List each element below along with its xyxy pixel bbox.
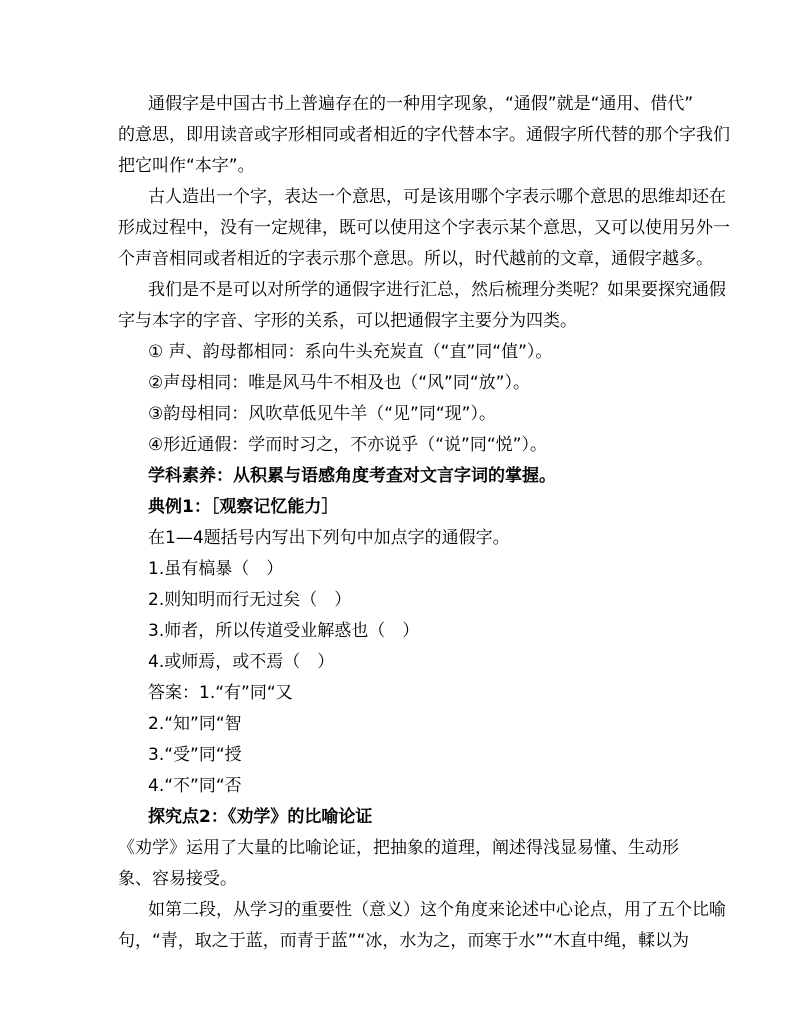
category-1: ① 声、韵母都相同：系向牛头充炭直（“直”同“值”）。 xyxy=(148,342,553,362)
question-3: 3.师者，所以传道受业解惑也（ ） xyxy=(148,621,420,641)
paragraph-1-line-3: 把它叫作“本字”。 xyxy=(118,156,255,176)
paragraph-2-line-2: 形成过程中，没有一定规律，既可以使用这个字表示某个意思，又可以使用另外一 xyxy=(118,218,730,238)
answer-1: 答案：1.“有”同“又 xyxy=(148,683,293,703)
answer-2: 2.“知”同“智 xyxy=(148,714,242,734)
paragraph-4-line-2: 象、容易接受。 xyxy=(118,869,237,889)
paragraph-5-line-2: 句，“青，取之于蓝，而青于蓝”“冰，水为之，而寒于水”“木直中绳，輮以为 xyxy=(118,931,690,951)
answer-4: 4.“不”同“否 xyxy=(148,776,242,796)
answer-3: 3.“受”同“授 xyxy=(148,745,242,765)
paragraph-3-line-1: 我们是不是可以对所学的通假字进行汇总，然后梳理分类呢？如果要探究通假 xyxy=(148,280,726,300)
paragraph-1-line-1: 通假字是中国古书上普遍存在的一种用字现象，“通假”就是“通用、借代” xyxy=(148,94,694,114)
example-title: 典例1：［观察记忆能力］ xyxy=(148,497,339,517)
question-2: 2.则知明而行无过矣（ ） xyxy=(148,590,352,610)
paragraph-2-line-1: 古人造出一个字，表达一个意思，可是该用哪个字表示哪个意思的思维却还在 xyxy=(148,187,726,207)
question-1: 1.虽有槁暴（ ） xyxy=(148,559,284,579)
category-3: ③韵母相同：风吹草低见牛羊（“见”同“现”）。 xyxy=(148,404,496,424)
category-2: ②声母相同：唯是风马牛不相及也（“风”同“放”）。 xyxy=(148,373,530,393)
paragraph-2-line-3: 个声音相同或者相近的字表示那个意思。所以，时代越前的文章，通假字越多。 xyxy=(118,249,713,269)
paragraph-1-line-2: 的意思，即用读音或字形相同或者相近的字代替本字。通假字所代替的那个字我们 xyxy=(118,125,730,145)
subject-literacy-heading: 学科素养：从积累与语感角度考查对文言字词的掌握。 xyxy=(148,466,556,486)
paragraph-3-line-2: 字与本字的字音、字形的关系，可以把通假字主要分为四类。 xyxy=(118,311,577,331)
paragraph-5-line-1: 如第二段，从学习的重要性（意义）这个角度来论述中心论点，用了五个比喻 xyxy=(148,900,726,920)
category-4: ④形近通假：学而时习之，不亦说乎（“说”同“悦”）。 xyxy=(148,435,547,455)
paragraph-4-line-1: 《劝学》运用了大量的比喻论证，把抽象的道理，阐述得浅显易懂、生动形 xyxy=(118,838,679,858)
section-title: 探究点2：《劝学》的比喻论证 xyxy=(148,807,373,827)
example-instruction: 在1—4题括号内写出下列句中加点字的通假字。 xyxy=(148,528,510,548)
question-4: 4.或师焉，或不焉（ ） xyxy=(148,652,335,672)
